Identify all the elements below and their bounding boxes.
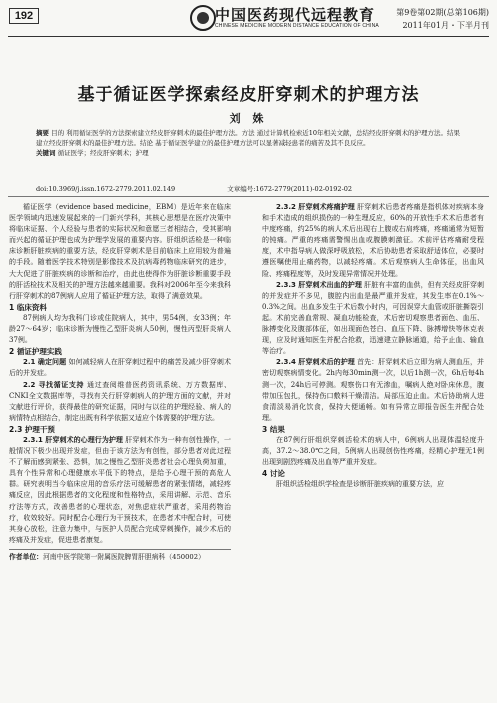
paragraph xyxy=(9,202,231,302)
issue-info xyxy=(396,6,489,32)
paragraph-text: 87例病人均为我科门诊或住院病人，其中，男54例，女33例；年龄27～64岁；临床诊断为慢性乙型肝炎病人50例，慢性丙型肝炎病人37例。 xyxy=(9,313,231,345)
paragraph-text: 肝穿刺术后患者疼痛是指机体对疾病本身和手术造成的组织损伤的一种生理反应，60%的开放性手术术后患者有中度疼痛，约25%的病人术后出现右上腹或右肩疼痛，疼痛通常为短暂的钝痛。严重的疼痛需警惕出血或腹膜刺激征。术前评估疼痛耐受程度，术中指导病人做深呼吸放松，术后协助患者采取舒适体位，必要时遵医嘱使用止痛药物，以减轻疼痛。术后观察病人生命体征，出血风险、疼痛程度等，及时发现异常情况并处理。 xyxy=(262,203,485,278)
article-title: 基于循证医学探索经皮肝穿刺术的护理方法 xyxy=(77,85,420,105)
paragraph-text: 肝组织活检组织学检查是诊断肝脏疾病的重要方法，应 xyxy=(276,480,444,489)
section-heading: 3 结果 xyxy=(262,424,285,434)
affiliation-label: 作者单位： xyxy=(9,552,43,561)
article-meta xyxy=(36,184,466,193)
keywords-text: 循证医学；经皮肝穿刺术；护理 xyxy=(57,149,149,157)
subsection-heading: 2.1 确定问题 xyxy=(23,358,67,367)
doi: doi:10.3969/j.issn.1672-2779.2011.02.149 xyxy=(36,185,176,193)
paragraph xyxy=(262,357,484,424)
section-heading: 2 循证护理实践 xyxy=(9,347,62,357)
section-heading: 1 临床资料 xyxy=(9,302,47,312)
abstract-divider xyxy=(8,196,489,197)
author-affiliation xyxy=(9,549,231,562)
abstract xyxy=(36,128,466,148)
issue-volume: 第9卷第02期(总第106期) xyxy=(396,8,489,17)
subsection-heading: 2.3.1 肝穿刺术的心理行为护理 xyxy=(23,435,123,444)
paragraph xyxy=(9,380,231,424)
paragraph xyxy=(9,357,231,379)
abstract-block xyxy=(36,128,466,158)
right-column xyxy=(262,202,484,490)
paragraph xyxy=(262,202,484,280)
keywords xyxy=(36,148,466,158)
subsection-heading: 2.3.3 肝穿刺术出血的护理 xyxy=(276,280,362,289)
paragraph-text: 肝穿刺术作为一种有创性操作，一般情况下极少出现并发症，但由于该方法为有创性，部分患者对此过程不了解而感到紧张、恐惧，加之慢性乙型肝炎患者社会心理负荷加重，具有个性异常和心理健康水平低下的特点，是给予心理干预的高危人群。研究表明当今临床应用的音乐疗法可缓解患者的紧张情绪，减轻疼痛反应，因此根据患者的文化程度和性格特点，采用讲解、示范、音乐疗法等方式，改善患者的心理状态，对焦虑症状严重者，采用药物治疗，收效较好。同时配合心理行为干预技术，在患者术中配合时，可使其身心放松，注意力集中，与医护人员配合完成穿刺操作，减少术后的疼痛及并发症，促进患者康复。 xyxy=(9,435,232,544)
journal-subtitle: CHINESE MEDICINE MODERN DISTANCE EDUCATION OF CHINA xyxy=(215,23,379,29)
article-author: 刘 姝 xyxy=(229,112,268,125)
paragraph xyxy=(262,435,484,468)
section-heading: 4 讨论 xyxy=(262,469,285,479)
subsection-heading: 2.3.2 肝穿刺术疼痛护理 xyxy=(276,203,355,211)
article-number: 文章编号:1672-2779(2011)-02-0192-02 xyxy=(227,185,353,193)
abstract-label: 摘要 xyxy=(36,129,49,137)
affiliation-text: 河南中医学院第一附属医院脾胃肝胆病科（450002） xyxy=(42,552,205,561)
paragraph-text: 循证医学（evidence based medicine，EBM）是近年来在临床医学领域内迅速发展起来的一门新兴学科，其核心思想是在医疗决策中将临床证据、个人经验与患者的实际状况和意愿三者相结合，受其影响而兴起的循证护理也成为护理学发展的重要内容。肝组织活检是一种临床诊断肝脏疾病的重要方法，经皮肝穿刺术是目前临床上应用较为普遍的手段。随着医学技术特别是影像技术及抗病毒药物临床研究的进步，大大促进了肝脏疾病的诊断和治疗，由此也使得作为肝脏诊断重要手段的肝活检技术及相关的护理方法越来越重要。我科对2006年至今来我科行肝穿刺术的87例病人应用了循证护理方法，取得了满意效果。 xyxy=(9,203,231,300)
paragraph xyxy=(262,479,484,490)
journal-title: 中国医药现代远程教育 xyxy=(215,6,376,24)
section-heading: 2.3 护理干预 xyxy=(9,424,55,434)
paragraph xyxy=(9,313,231,346)
issue-date: 2011年01月・下半月刊 xyxy=(402,21,489,30)
subsection-heading: 2.3.4 肝穿刺术后的护理 xyxy=(276,358,355,367)
subsection-heading: 2.2 寻找循证支持 xyxy=(23,380,85,389)
paragraph xyxy=(9,435,231,546)
paragraph-text: 首先：肝穿刺术后立即为病人测血压，并密切观察病情变化。2h内每30min测一次，以后1h测一次，6h后每4h测一次，24h后可停测。观察伤口有无渗血，嘱病人绝对卧床休息，腹带加压包扎，保持伤口敷料干燥清洁。局部压迫止血。术后协助病人进食清淡易消化饮食，保持大便通畅。如有异常立即报告医生并配合处理。 xyxy=(262,358,485,422)
header-rule xyxy=(8,36,489,37)
abstract-text: 目的 利用循证医学的方法探索建立经皮肝穿刺术的最佳护理方法。方法 通过计算机检索近10年相关文献，总结经皮肝穿刺术的护理方法。结果 建立经皮肝穿刺术的最佳护理方法。结论 基于循证医学建立的最佳护理方法可以显著减轻患者的痛苦及其不良反应。 xyxy=(36,129,460,147)
left-column xyxy=(9,202,231,562)
paragraph-text: 在87例行肝组织穿刺活检术的病人中，6例病人出现体温轻度升高，37.2～38.0℃之间，5例病人出现创伤性疼痛，经精心护理无1例出现到剧烈疼痛及出血等严重并发症。 xyxy=(262,435,484,467)
journal-header xyxy=(0,0,497,40)
page-number: 192 xyxy=(9,8,39,24)
journal-logo-icon xyxy=(190,5,216,31)
paragraph-text: 如何减轻病人在肝穿刺过程中的痛苦及减少肝穿刺术后的并发症。 xyxy=(9,358,231,378)
paragraph-text: 通过查阅维普医药资讯系统、万方数据库、CNKI全文数据库等，寻找有关行肝穿刺病人的护理方面的文献，并对文献进行评价，获得最佳的研究证据，同时与以往的护理经验、病人的病情特点相结合，制定出既有科学依据又适应个体需要的护理方法。 xyxy=(9,380,231,422)
paragraph xyxy=(262,280,484,358)
keywords-label: 关键词 xyxy=(36,149,56,157)
paragraph-text: 肝脏有丰富的血供，但有关经皮肝穿刺的并发症并不多见，腹腔内出血是最严重并发症，其发生率在0.1%～0.3%之间。出血多发生于术后数小时内，可因误穿大血管或肝脏撕裂引起。术前完善血常规、凝血功能检查，术后密切观察患者面色、血压、脉搏变化及腹部体征，如出现面色苍白、血压下降、脉搏增快等休克表现，应及时通知医生并配合抢救，迅速建立静脉通道，给予止血、输血等治疗。 xyxy=(262,280,484,356)
